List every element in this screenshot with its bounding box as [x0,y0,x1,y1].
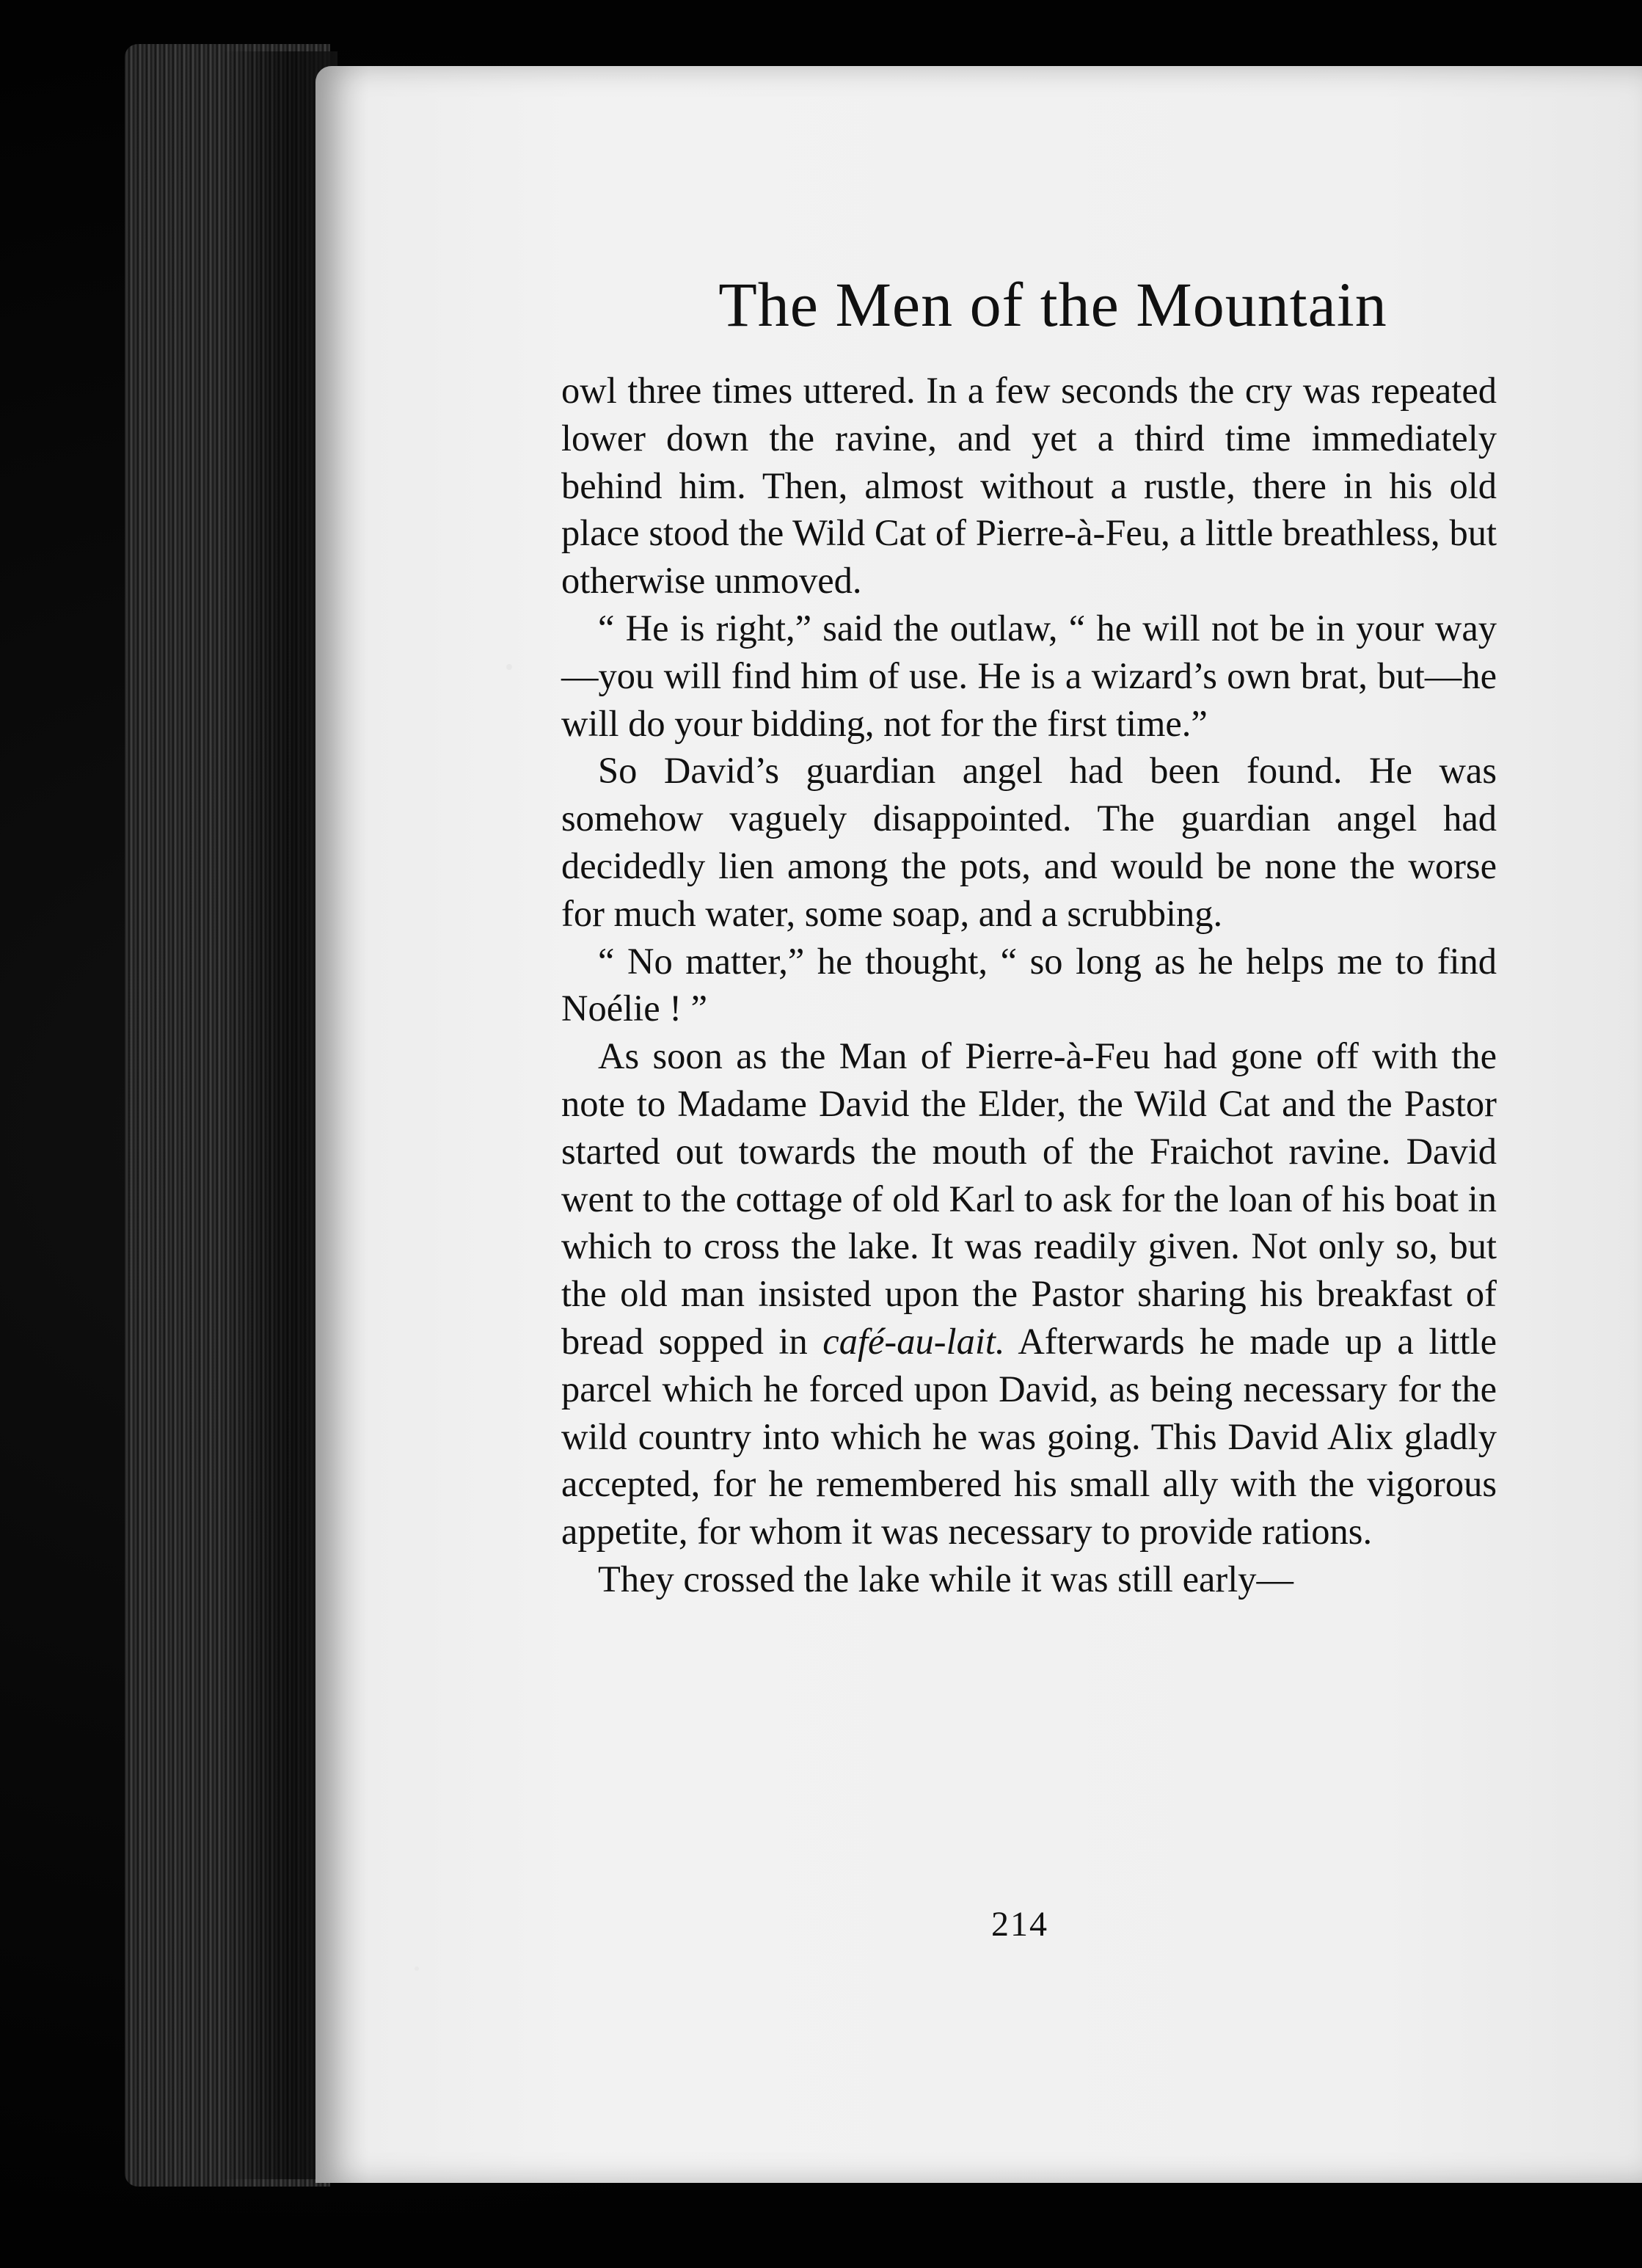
italic-phrase: café-au-lait. [822,1320,1005,1362]
paragraph-3: So David’s guardian angel had been found. He was somehow vaguely disappointed. The guardian angel had decidedly lien among the pots, and would be none the worse for much water, some soap, and a scrubbing. [561,750,1497,934]
running-head: The Men of the Mountain [718,269,1387,340]
body-text [561,367,1497,1603]
speck [415,1966,419,1971]
paragraph-1: owl three times uttered. In a few seconds the cry was repeated lower down the ravine, and yet a third time immediately behind him. Then, almost without a rustle, there in his old place stood the Wild Cat of Pierre-à-Feu, a little breathless, but otherwise unmoved. [561,370,1497,602]
paragraph-6: They crossed the lake while it was still early— [598,1558,1294,1600]
paragraph-4: “ No matter,” he thought, “ so long as he helps me to find Noélie ! ” [561,940,1497,1029]
page-number: 214 [991,1905,1048,1944]
paragraph-5-part-1: As soon as the Man of Pierre-à-Feu had gone off with the note to Madame David the Elder, the Wild Cat and the Pastor started out towards the mouth of the Fraichot ravine. David went to the cottage of old Karl to ask for the loan of his boat in which to cross the lake. It was readily given. Not only so, but the old man insisted upon the Pastor sharing his breakfast of bread sopped in [561,1035,1497,1362]
paragraph-2: “ He is right,” said the outlaw, “ he will not be in your way—you will find him of use. He is a wizard’s own brat, but—he will do your bidding, not for the first time.” [561,607,1497,744]
speck [506,664,512,670]
paragraph-5-part-2: Afterwards he made up a little parcel which he forced upon David, as being necessary for the wild country into which he was going. This David Alix gladly accepted, for he remembered his small ally with the vigorous appetite, for whom it was necessary to provide rations. [561,1320,1497,1553]
paragraph-5 [561,1032,1497,1556]
